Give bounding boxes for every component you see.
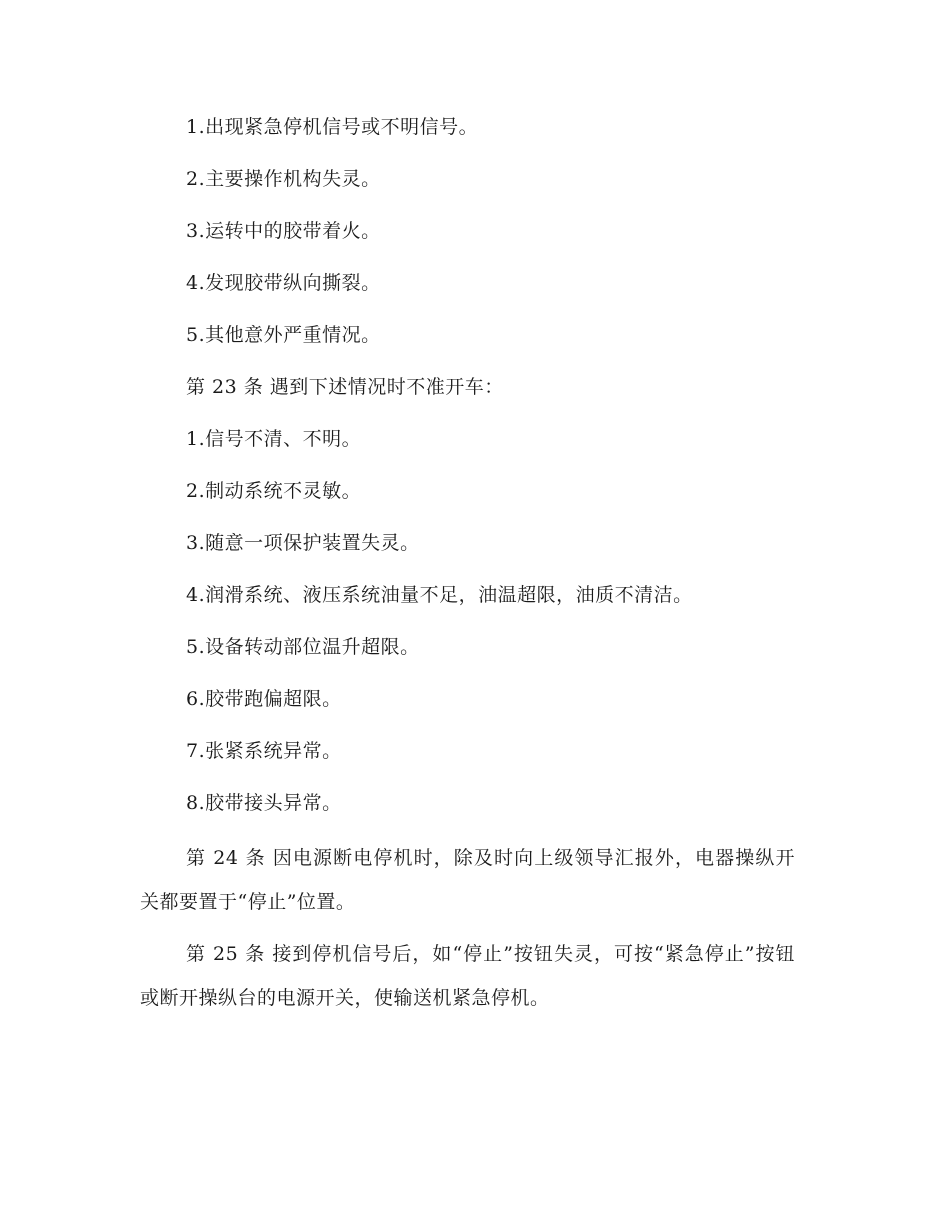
list-item: 4.润滑系统、液压系统油量不足，油温超限，油质不清洁。: [186, 584, 693, 606]
list-item: 7.张紧系统异常。: [186, 740, 342, 762]
list-item: 3.随意一项保护装置失灵。: [186, 532, 420, 554]
list-item: 4.发现胶带纵向撕裂。: [186, 272, 381, 294]
list-item: 6.胶带跑偏超限。: [186, 688, 342, 710]
list-item: 2.主要操作机构失灵。: [186, 168, 381, 190]
article-24-paragraph: 第 24 条 因电源断电停机时，除及时向上级领导汇报外，电器操纵开关都要置于“停止”位置。: [140, 847, 795, 913]
article-25-paragraph: 第 25 条 接到停机信号后，如“停止”按钮失灵，可按“紧急停止”按钮或断开操纵台的电源开关，使输送机紧急停机。: [140, 943, 795, 1009]
document-content: [140, 108, 795, 1028]
list-item: 1.信号不清、不明。: [186, 428, 362, 450]
list-item: 2.制动系统不灵敏。: [186, 480, 362, 502]
list-item: 1.出现紧急停机信号或不明信号。: [186, 116, 479, 138]
list-item: 5.设备转动部位温升超限。: [186, 636, 420, 658]
list-item: 3.运转中的胶带着火。: [186, 220, 381, 242]
article-23-heading: 第 23 条 遇到下述情况时不准开车：: [186, 376, 504, 398]
list-item: 8.胶带接头异常。: [186, 792, 342, 814]
list-item: 5.其他意外严重情况。: [186, 324, 381, 346]
